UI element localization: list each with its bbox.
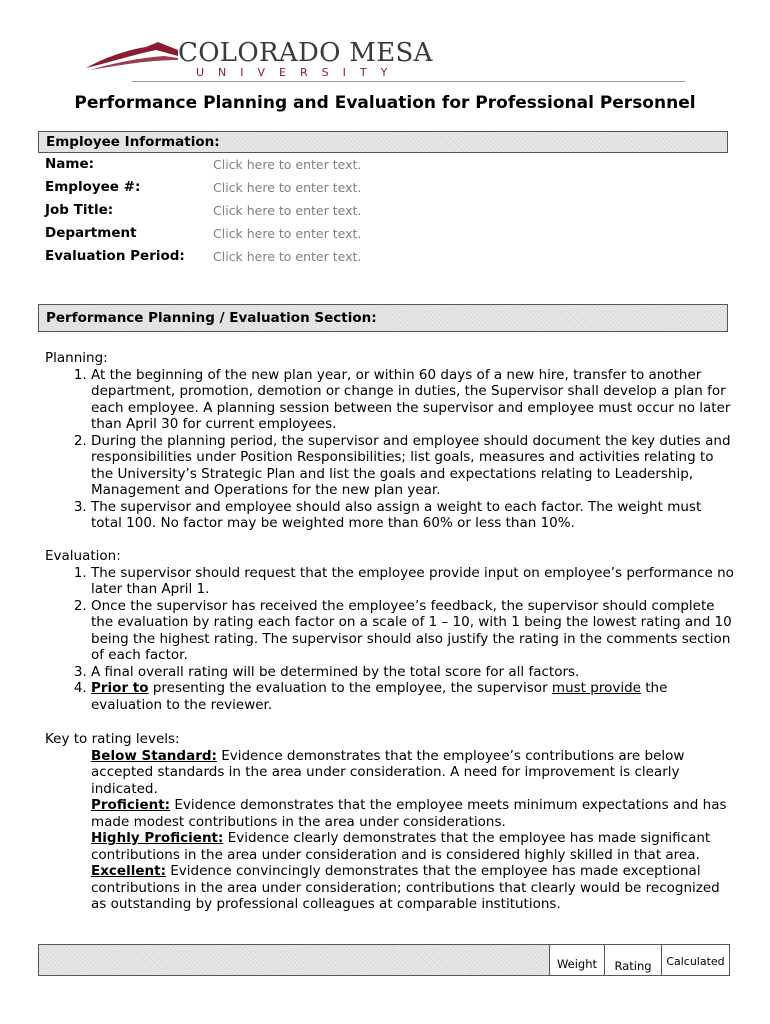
evaluation-period-field[interactable]: Click here to enter text. <box>213 249 362 264</box>
rating-level <box>91 748 735 798</box>
planning-list <box>45 367 735 532</box>
employee-number-label: Employee #: <box>45 179 141 195</box>
rating-key-section <box>45 731 735 913</box>
rating-term: Below Standard: <box>91 747 217 764</box>
name-field[interactable]: Click here to enter text. <box>213 157 362 172</box>
logo-wordmark: COLORADO MESA <box>178 38 433 68</box>
evaluation-item <box>91 680 735 713</box>
rating-column-header <box>604 945 661 975</box>
rating-description: Evidence demonstrates that the employee’s contributions are below accepted standards in the area under consideration. A need for improvement is clearly indicated. <box>91 747 685 797</box>
rating-description: Evidence clearly demonstrates that the employee has made significant contributions in the area under consideration and is considered highly skilled in that area. <box>91 830 711 863</box>
rating-level <box>91 797 735 830</box>
rating-description: Evidence convincingly demonstrates that the employee has made exceptional contributions in the area under consideration; contributions that clearly would be recognized as outstanding by professional colleagues at comparable institutions. <box>91 863 720 912</box>
rating-levels <box>91 748 735 913</box>
planning-section <box>45 350 735 532</box>
evaluation-list <box>45 565 735 714</box>
rating-level <box>91 830 735 863</box>
evaluation-section <box>45 548 735 713</box>
weight-column-header <box>549 945 604 975</box>
evaluation-item: 1. The supervisor should request that the employee provide input on employee’s performance no later than April 1. <box>91 565 735 598</box>
rating-key-label: Key to rating levels: <box>45 731 180 747</box>
department-field[interactable]: Click here to enter text. <box>213 226 362 241</box>
employee-number-field[interactable]: Click here to enter text. <box>213 180 362 195</box>
evaluation-item: 2. Once the supervisor has received the employee’s feedback, the supervisor should complete the evaluation by rating each factor on a scale of 1 – 10, with 1 being the lowest rating and 10 being the highest rating. The supervisor should also justify the rating in the comments section of each factor. <box>91 598 735 664</box>
mesa-mountain-icon <box>86 40 178 70</box>
evaluation-item: 3. A final overall rating will be determined by the total score for all factors. <box>91 664 735 681</box>
rating-description: Evidence demonstrates that the employee meets minimum expectations and has made modest contributions in the area under considerations. <box>91 797 727 830</box>
job-title-field[interactable]: Click here to enter text. <box>213 203 362 218</box>
university-logo <box>86 38 433 82</box>
evaluation-label: Evaluation: <box>45 548 121 564</box>
rating-level <box>91 863 735 913</box>
factor-table-header <box>38 944 730 976</box>
item4-middle: presenting the evaluation to the employee, the supervisor <box>148 680 552 696</box>
weight-header-text: Weight <box>556 957 598 971</box>
rating-term: Highly Proficient: <box>91 830 224 846</box>
prior-to-emphasis: Prior to <box>91 680 149 696</box>
document-title: Performance Planning and Evaluation for Professional Personnel <box>74 93 696 113</box>
planning-item: 1. At the beginning of the new plan year, or within 60 days of a new hire, transfer to another department, promotion, demotion or change in duties, the Supervisor shall develop a plan for each employee. A planning session between the supervisor and employee must occur no later than April 30 for current employees. <box>91 367 735 433</box>
job-title-label: Job Title: <box>45 202 114 218</box>
calculated-header-text: Calculated <box>666 955 725 968</box>
calculated-column-header <box>661 945 729 975</box>
rating-term: Proficient: <box>91 797 171 813</box>
planning-evaluation-heading: Performance Planning / Evaluation Section: <box>38 304 728 332</box>
name-label: Name: <box>45 156 95 172</box>
rating-term: Excellent: <box>91 863 166 879</box>
planning-item: 3. The supervisor and employee should also assign a weight to each factor. The weight must total 100. No factor may be weighted more than 60% or less than 10%. <box>91 499 735 532</box>
rating-header-text: Rating <box>614 959 652 973</box>
evaluation-period-label: Evaluation Period: <box>45 248 185 264</box>
planning-label: Planning: <box>45 350 108 366</box>
must-provide-emphasis: must provide <box>551 680 641 696</box>
header-divider <box>132 81 685 82</box>
employee-info-heading: Employee Information: <box>38 131 728 153</box>
logo-subtitle: UNIVERSITY <box>196 66 402 79</box>
department-label: Department <box>45 225 137 241</box>
item4-end: the evaluation to the reviewer. <box>91 680 668 713</box>
planning-item: 2. During the planning period, the supervisor and employee should document the key duties and responsibilities under Position Responsibilities; list goals, measures and activities relating to the University’s Strategic Plan and list the goals and expectations relating to Leadership, Management and Operations for the new plan year. <box>91 433 735 499</box>
